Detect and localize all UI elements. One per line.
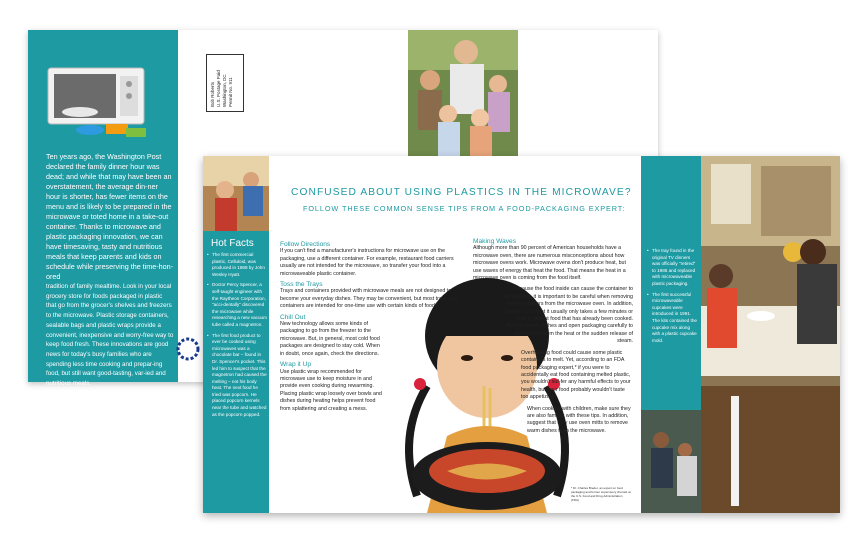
tip-heading: Making Waves — [473, 238, 516, 245]
list-item: • The first commercial plastic, Celluloid, was produced in 1868 by John Wesley Hyatt. — [207, 252, 267, 278]
front-spread — [203, 156, 840, 513]
address-line: U.S. Postage Paid — [216, 70, 221, 107]
list-item: • The first successful microwaveable cupcakes were introduced in 1991. The kits contained the cupcake mix along with a plastic cupcake mold. — [647, 292, 699, 345]
hot-facts-column — [203, 156, 269, 513]
tip-heading: Follow Directions — [280, 241, 331, 248]
tip-text: Because the food inside can cause the container to become hot, it is important to be careful when removing food containers from the microwave oven. In addition, keep in mind that it usually only takes a few minutes or less to reheat food that has already been cooked. Always handle dishes and open packaging carefully to avoid burns from the heat or the sudden release of steam. — [502, 286, 633, 345]
address-block — [206, 54, 244, 112]
facts-strip — [641, 156, 701, 513]
tip-heading: Wrap it Up — [280, 361, 312, 369]
main-panel — [269, 156, 641, 513]
back-lead-text: Ten years ago, the Washington Post declared the family dinner hour was dead; and while that may have been an overstatement, the average din-ner hour is shorter, has fewer items on the menu and is likely to be prepared in the microwave or toted home in a take-out container. Thanks to microwave and plastic packaging innovation, we can have timesaving, tasty and nutritious meals that keep parents and kids on schedule while preserving the time-hon-ored — [46, 152, 174, 281]
family-photo — [408, 30, 518, 160]
back-continued-text: tradition of family mealtime. Look in your local grocery store for foods packaged in plastic that go from the grocer's shelves and freezers to the microwave. Plastic storage containers, sealable bags and plastic wraps provide a convenient, inexpensive and worry-free way to keep food fresh. These innovations are good news for today's busy families who are spending less time cooking and prepar-ing food, but still want good-tasting, var-ied and nutritious meals. — [46, 283, 174, 388]
hot-facts-title: Hot Facts — [211, 238, 254, 249]
tips-left-column — [280, 238, 460, 413]
footnote: * Dr. Charles Breder, an expert on food packaging and former supervisory chemist at the U.S. Food and Drug Administration (FDA) — [571, 486, 631, 502]
back-teal-column — [28, 30, 178, 388]
tip-text: Overheating food could cause some plastic containers to melt. Yet, according to an FDA food packaging expert,* if you were to accidentally eat food containing melted plastic, you wouldn't suf-fer any harmful effects to your health, but your food probably wouldn't taste too appetizing. — [521, 349, 631, 401]
tip-text: If you can't find a manufacturer's instructions for microwave use on the packaging, use a different container. For example, restaurant food carriers usually are not intended for the microwave, so transfer your food into a microwaveable plastic container. — [280, 248, 454, 277]
list-item: • The first food product to ever be cooked using microwaves was a chocolate bar – found in Dr. Spencer's pocket. This led him to suspect that the magnetron had caused the melting – not his body heat. The next food he tried was popcorn. He placed popcorn kernels near the tube and watched as the popcorn popped. — [207, 333, 267, 419]
strip-facts-list — [647, 248, 699, 348]
tips-right-column — [473, 238, 633, 437]
address-line: Permit No. 911 — [228, 77, 233, 107]
tip-heading: Chill Out — [280, 313, 306, 321]
list-item: • The tray found in the original TV dinners was officially "retired" to 1986 and replaced with microwaveable plastic packaging. — [647, 248, 699, 288]
tip-heading: Toss the Trays — [280, 281, 323, 289]
tip-text: Although more than 90 percent of American households have a microwave oven, there are numerous misconceptions about how microwave ovens work. Microwave ovens don't produce heat, but use waves of energy that heat the food. That means the heat in a microwave oven is coming from the food itself. — [473, 245, 626, 282]
kitchen-family-photo — [701, 156, 840, 513]
address-line: Washington, DC — [222, 74, 227, 107]
tip-text: New technology allows some kinds of packaging to go from the freezer to the microwave. But, in general, most cold food packages are designed to stay cold. When in doubt, once again, check the directions. — [280, 321, 380, 357]
back-body-text — [46, 152, 174, 389]
family-dining-photo — [641, 410, 701, 513]
kids-eating-photo — [203, 156, 269, 231]
logo-swirl-icon — [176, 334, 200, 364]
tip-text: When cooking with children, make sure they are also familiar with these tips. In addition, suggest that they use oven mitts to remove warm dishes from the microwave. — [527, 405, 631, 434]
headline-secondary: FOLLOW THESE COMMON SENSE TIPS FROM A FOOD-PACKAGING EXPERT: — [303, 204, 626, 213]
list-item: • Doctor Percy Spencer, a self-taught engineer with the Raytheon Corporation, "acci-dentally" discovered the microwave while researching a new vacuum tube called a magnetron. — [207, 282, 267, 328]
hot-facts-list — [207, 252, 267, 422]
address-line: Bob Roberts — [210, 81, 215, 107]
tip-text: Use plastic wrap recommended for microwave use to keep moisture in and provide even cooking during rewarming. Placing plastic wrap loosely over bowls and dishes during heating helps prevent food from splattering and creating a mess. — [280, 368, 382, 412]
tip-text: Trays and containers provided with microwave meals are not designed to become your everyday dishes. They may be convenient, but most trays and containers are intended for one-time use with certain kinds of foods. — [280, 288, 458, 310]
microwave-illustration — [42, 48, 162, 148]
headline-primary: CONFUSED ABOUT USING PLASTICS IN THE MICROWAVE? — [291, 187, 632, 198]
